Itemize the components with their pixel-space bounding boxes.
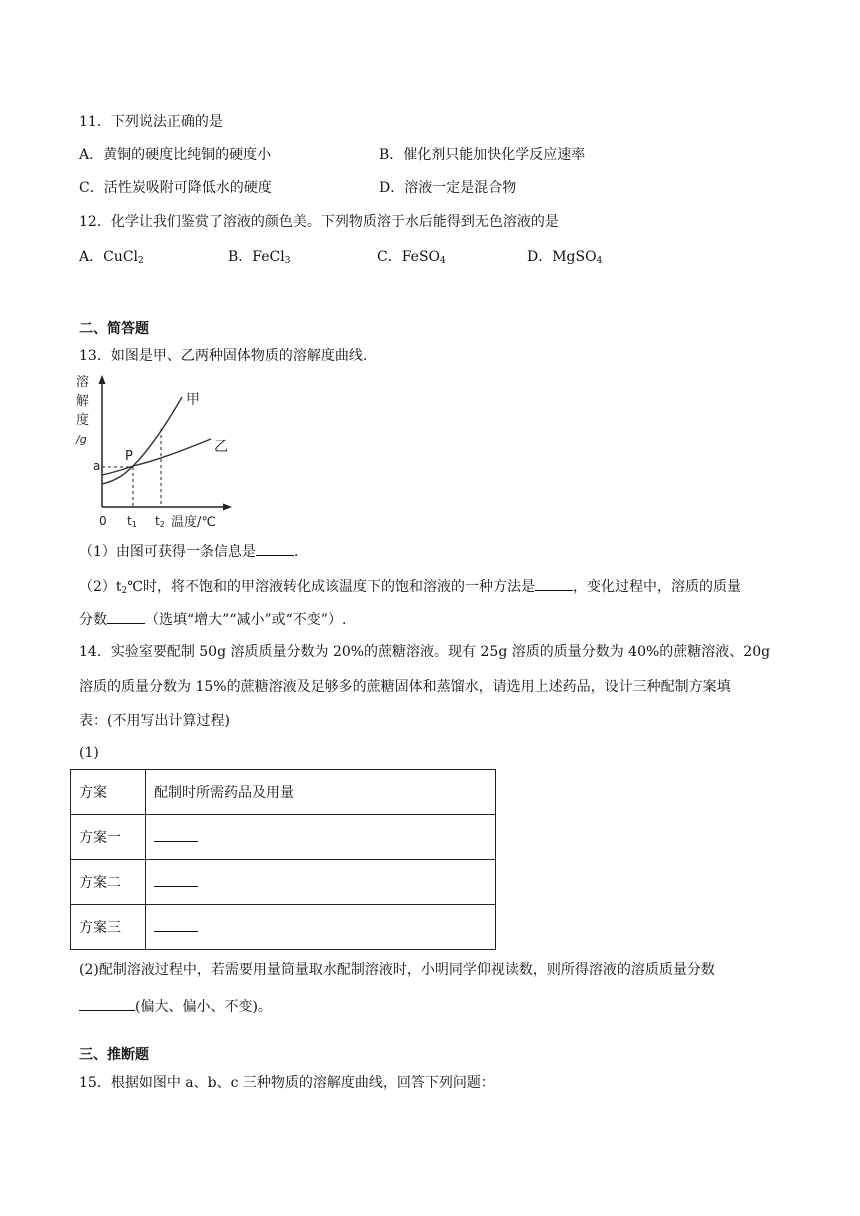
- table-row-label: 方案二: [71, 860, 146, 905]
- q14-line1: 14．实验室要配制 50g 溶质质量分数为 20%的蔗糖溶液。现有 25g 溶质的质量分数为 40%的蔗糖溶液、20g: [79, 644, 771, 660]
- q13-sub1-blank: [256, 543, 294, 556]
- q12-option-b: B．FeCl$_3$: [228, 249, 291, 266]
- solubility-curve-graph: [74, 373, 236, 529]
- table-row: [71, 905, 496, 950]
- q14-part2-line2: (偏大、偏小、不变)。: [79, 998, 272, 1014]
- q13-sub2-line1: $(2)t_2℃$时，将不饱和的甲溶液转化成该温度下的饱和溶液的一种方法是 ，变化过程中，溶质的质量: [79, 579, 741, 596]
- q15-stem: 15．根据如图中 a、b、c 三种物质的溶解度曲线，回答下列问题：: [79, 1075, 495, 1091]
- y-axis-label: [75, 374, 89, 446]
- table-header-materials: 配制时所需药品及用量: [146, 770, 496, 815]
- q12-option-c: C．FeSO$_4$: [377, 249, 446, 266]
- q11-option-c: C．活性炭吸附可降低水的硬度: [79, 180, 272, 196]
- y-label-char-3: 度: [76, 413, 90, 428]
- q13-stem: 13．如图是甲、乙两种固体物质的溶解度曲线.: [79, 348, 368, 364]
- y-axis-arrow: [99, 375, 106, 384]
- origin-label: 0: [99, 514, 107, 528]
- q11-option-a: A．黄铜的硬度比纯铜的硬度小: [79, 147, 272, 163]
- point-p-label: P: [125, 449, 133, 464]
- x-axis-arrow: [223, 504, 232, 511]
- answer-blank: [154, 829, 198, 842]
- q14-line3: 表：(不用写出计算过程): [79, 713, 230, 729]
- y-label-char-1: 溶: [76, 375, 90, 390]
- q14-plan-table: [70, 769, 496, 950]
- q11-option-d: D．溶液一定是混合物: [379, 180, 517, 196]
- q11-stem: 11．下列说法正确的是: [79, 114, 223, 130]
- q14-part2-blank: [79, 998, 135, 1011]
- table-answer-cell[interactable]: [146, 905, 496, 950]
- q11-option-b: B．催化剂只能加快化学反应速率: [379, 147, 586, 163]
- table-header-plan: 方案: [71, 770, 146, 815]
- tick-t1: t1: [127, 514, 137, 529]
- table-row-label: 方案三: [71, 905, 146, 950]
- curve-yi: [102, 439, 211, 475]
- q13-sub2-blank2: [107, 611, 145, 624]
- tick-t2: t2: [155, 514, 165, 529]
- table-answer-cell[interactable]: [146, 815, 496, 860]
- q14-part2-line1: (2)配制溶液过程中，若需要用量筒量取水配制溶液时，小明同学仰视读数，则所得溶液的溶质质量分数: [79, 962, 715, 978]
- curve-jia: [102, 397, 182, 484]
- q13-sub2-line2: 分数 （选填“增大”“减小”或“不变”）.: [79, 612, 347, 628]
- answer-blank: [154, 919, 198, 932]
- q12-option-a: A．CuCl$_2$: [79, 249, 144, 266]
- answer-blank: [154, 874, 198, 887]
- table-header-row: [71, 770, 496, 815]
- q13-sub1: （1）由图可获得一条信息是 .: [79, 544, 299, 560]
- table-row: [71, 860, 496, 905]
- table-row: [71, 815, 496, 860]
- q14-line2: 溶质的质量分数为 15%的蔗糖溶液及足够多的蔗糖固体和蒸馏水，请选用上述药品，设计三种配制方案填: [79, 679, 731, 695]
- table-row-label: 方案一: [71, 815, 146, 860]
- section-title-inference: 三、推断题: [79, 1047, 149, 1063]
- x-axis-label: 温度/℃: [171, 515, 216, 529]
- q12-option-d: D．MgSO$_4$: [527, 249, 603, 266]
- table-answer-cell[interactable]: [146, 860, 496, 905]
- q12-stem: 12．化学让我们鉴赏了溶液的颜色美。下列物质溶于水后能得到无色溶液的是: [79, 214, 559, 230]
- q13-sub2-blank1: [535, 578, 573, 591]
- curve-jia-label: 甲: [186, 392, 200, 408]
- q14-part1-label: (1): [79, 745, 99, 761]
- y-label-char-2: 解: [76, 394, 90, 409]
- y-label-char-4: /g: [76, 433, 87, 446]
- curve-yi-label: 乙: [214, 439, 228, 455]
- tick-a: a: [93, 459, 101, 473]
- section-title-short-answer: 二、简答题: [79, 321, 149, 337]
